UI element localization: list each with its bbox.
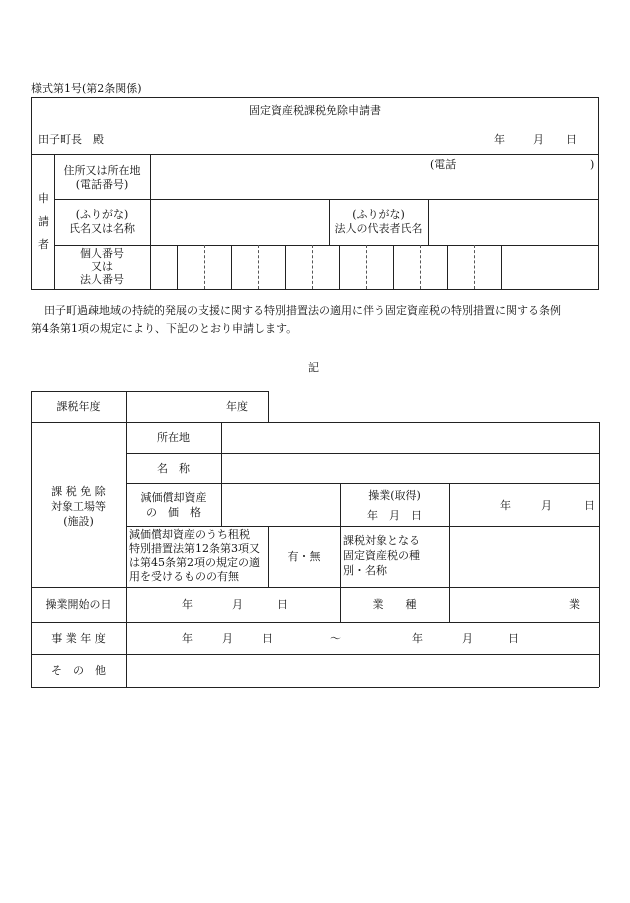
facility-label-1: 課 税 免 除 [51, 485, 106, 498]
digit-divider [447, 245, 448, 289]
name-label: 氏名又は名称 [69, 222, 135, 235]
ki-mark: 記 [308, 361, 319, 374]
operation-label-2: 年 月 日 [367, 509, 422, 522]
operation-label-1: 操業(取得) [368, 489, 421, 502]
digit-divider [420, 245, 421, 289]
biz-from-day: 日 [262, 632, 273, 645]
op-year: 年 [500, 499, 511, 512]
facility-table [31, 391, 599, 687]
biz-to-day: 日 [508, 632, 519, 645]
applicant-label-2: 請 [38, 215, 49, 228]
digit-divider [501, 245, 502, 289]
special-label-4: 用を受けるものの有無 [129, 570, 239, 583]
digit-divider [366, 245, 367, 289]
range-tilde: ～ [330, 632, 341, 645]
body-text-line-2: 第4条第1項の規定により、下記のとおり申請します。 [31, 322, 298, 335]
biz-from-month: 月 [222, 632, 233, 645]
rep-name-field[interactable] [429, 200, 597, 244]
applicant-label-3: 者 [38, 238, 49, 251]
op-day: 日 [584, 499, 595, 512]
digit-divider [474, 245, 475, 289]
date-month: 月 [533, 133, 544, 146]
address-label: 住所又は所在地 [63, 164, 141, 177]
special-label-1: 減価償却資産のうち租税 [129, 528, 250, 541]
divider [126, 483, 599, 484]
divider [54, 245, 598, 246]
biz-to-month: 月 [462, 632, 473, 645]
digit-divider [204, 245, 205, 289]
addressee: 田子町長 殿 [38, 133, 104, 146]
other-label: そ の 他 [51, 664, 106, 677]
digit-divider [393, 245, 394, 289]
facility-name-label: 名 称 [157, 461, 190, 475]
special-label-3: は第45条第2項の規定の適 [129, 556, 260, 569]
tax-year-unit: 年度 [226, 400, 248, 413]
asset-type-label-3: 別・名称 [343, 564, 387, 577]
border [268, 391, 269, 422]
facility-name-field[interactable] [222, 454, 598, 482]
digit-divider [231, 245, 232, 289]
digit-divider [177, 245, 178, 289]
border [599, 422, 600, 687]
industry-unit: 業 [569, 598, 580, 611]
special-label-2: 特別措置法第12条第3項又 [129, 542, 260, 555]
business-year-label: 事 業 年 度 [51, 631, 106, 645]
biz-from-year: 年 [182, 632, 193, 645]
rep-furigana-label: (ふりがな) [352, 208, 405, 221]
depreciable-value-field[interactable] [222, 484, 339, 525]
date-year: 年 [494, 133, 505, 146]
form-title: 固定資産税課税免除申請書 [249, 104, 381, 117]
individual-number-or: 又は [91, 260, 113, 273]
other-field[interactable] [127, 655, 598, 686]
body-text-line-1: 田子町過疎地域の持続的発展の支援に関する特別措置法の適用に伴う固定資産税の特別措置に関する条例 [44, 304, 561, 317]
date-day: 日 [566, 133, 577, 146]
start-day: 日 [277, 598, 288, 611]
asset-type-label-1: 課税対象となる [343, 534, 420, 547]
corporate-number-label: 法人番号 [80, 273, 124, 286]
border [31, 687, 599, 688]
facility-label-3: (施設) [63, 515, 94, 528]
digit-divider [312, 245, 313, 289]
divider [32, 154, 598, 155]
digit-divider [339, 245, 340, 289]
depreciable-label-1: 減価償却資産 [140, 491, 207, 504]
industry-label: 業 種 [372, 598, 417, 611]
tax-year-field[interactable] [127, 392, 217, 421]
phone-number-label: (電話番号) [75, 178, 129, 191]
digit-divider [258, 245, 259, 289]
start-date-label: 操業開始の日 [45, 598, 112, 611]
name-field[interactable] [151, 200, 328, 244]
asset-type-field[interactable] [450, 527, 598, 586]
form-number-label: 様式第1号(第2条関係) [31, 82, 142, 95]
start-year: 年 [182, 598, 193, 611]
biz-to-year: 年 [412, 632, 423, 645]
start-month: 月 [232, 598, 243, 611]
application-header-table [31, 97, 599, 290]
individual-number-label: 個人番号 [80, 247, 124, 260]
asset-type-label-2: 固定資産税の種 [343, 549, 420, 562]
depreciable-label-2: の 価 格 [146, 506, 201, 519]
location-label: 所在地 [157, 431, 190, 444]
op-month: 月 [541, 499, 552, 512]
phone-close: ) [590, 158, 595, 171]
facility-label-2: 対象工場等 [51, 500, 106, 513]
furigana-label: (ふりがな) [75, 208, 129, 221]
phone-open: (電話 [430, 158, 457, 171]
digit-divider [285, 245, 286, 289]
address-field[interactable] [150, 158, 598, 198]
applicant-label-1: 申 [38, 192, 49, 205]
rep-name-label: 法人の代表者氏名 [334, 222, 423, 235]
divider [449, 587, 450, 622]
tax-year-label: 課税年度 [56, 400, 101, 413]
yes-no-option[interactable]: 有・無 [287, 550, 321, 563]
location-field[interactable] [222, 423, 598, 452]
